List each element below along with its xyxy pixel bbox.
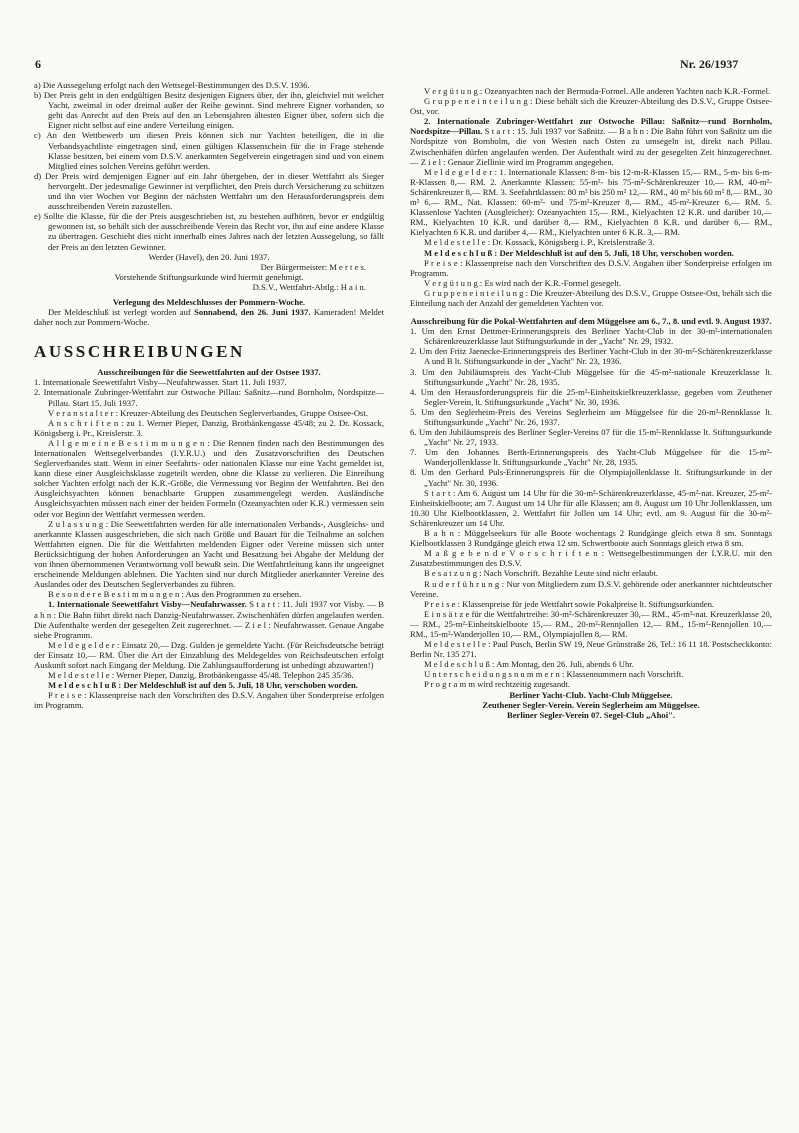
pokal-preise: P r e i s e : Klassenpreise für jede Wettfahrt sowie Pokalpreise lt. Stiftungsurkunden. — [424, 598, 715, 609]
visby-race: 1. Internationale Seewettfahrt Visby—Neufahrwasser. S t a r t : 11. Juli 1937 vor Visby. — B a h n : Die Bahn führt direkt nach Danzig-Neufahrwasser. Zwischenhäfen dürfen angelaufen werden. Die Aufenthalte werden der gesegelten Zeit zugerechnet. — Z i e l : Neufahrwasser. Genaue Angabe siehe Programm. — [34, 599, 384, 640]
issue-number: Nr. 26/1937 — [680, 57, 739, 71]
rule-b: b) Der Preis geht in den endgültigen Besitz desjenigen Eigners über, der ihn, gleichviel mit welcher Yacht, zweimal in oder dreimal außer der Reihe gewinnt. Sind mehrere Eigner vorhanden, so geht das Anrecht auf den Preis auf den an Lebensjahren ältesten Eigner über, sofern sich die Eigner nicht selbst auf eine andere Verteilung einigen. — [34, 90, 384, 131]
pillau-race: 2. Internationale Zubringer-Wettfahrt zur Ostwoche Pillau: Saßnitz—rund Bornholm, Nordspitze—Pillau. S t a r t : 15. Juli 1937 vor Saßnitz. — B a h n : Die Bahn führt von Saßnitz um die Nordspitze von Bornholm, die von Westen nach Osten zu umsegeln ist, direkt nach Pillau. Zwischenhäfen dürfen angelaufen werden. Der Aufenthalt wird zu der gesegelten Zeit hinzugerechnet. — Z i e l : Genaue Ziellinie wird im Programm angegeben. — [410, 116, 772, 167]
ostsee-title: Ausschreibungen für die Seewettfahrten auf der Ostsee 1937. — [97, 367, 321, 378]
pokal-item-2: 2. Um den Fritz Jaenecke-Erinnerungspreis des Berliner Yacht-Club in der 30-m²-Schärenkreuzerklasse A und B lt. Stiftungsurkunde in der „Yacht" Nr. 23, 1936. — [410, 346, 772, 367]
left-column — [34, 80, 384, 710]
verguetung-pillau: V e r g ü t u n g : Es wird nach der K.R.-Formel gesegelt. — [424, 277, 621, 288]
dsv-signature: D.S.V., Wettfahrt-Abtlg.: H a i n. — [252, 281, 366, 292]
ostsee-item-2: 2. Internationale Zubringer-Wettfahrt zur Ostwoche Pillau: Saßnitz—rund Bornholm, Nordspitze—Pillau. Start 15. Juli 1937. — [34, 387, 384, 408]
anschriften: A n s c h r i f t e n : zu 1. Werner Pieper, Danzig, Brotbänkengasse 45/48; zu 2. Dr. Kossack, Königsberg i. Pr., Kreislerstr. 3. — [34, 417, 384, 438]
signatory-line-2: Zeuthener Segler-Verein. Verein Seglerheim am Müggelsee. — [482, 699, 700, 710]
preise-visby: P r e i s e : Klassenpreise nach den Vorschriften des D.S.V. Angaben über Sonderpreise erfolgen im Programm. — [34, 690, 384, 711]
pokal-item-1: 1. Um den Ernst Dettmer-Erinnerungspreis des Berliner Yacht-Club in der 30-m²-internationalen Schärenkreuzerklasse laut Stiftungsurkunde in der „Yacht" Nr. 29, 1932. — [410, 326, 772, 347]
mayor-signature: Der Bürgermeister: M e r t e s. — [260, 261, 366, 272]
zulassung: Z u l a s s u n g : Die Seewettfahrten werden für alle internationalen Verbands-, Ausgleichs- und anerkannte Klassen ausgeschrieben, die sich nach Größe und Bauart für die Teilnahme an solchen Wettfahrten eignen. Die für die Wettfahrten meldenden Eigner oder Vereine müssen sich unter Berücksichtigung der hohen Anforderungen an Yacht und Besatzung bei Abgabe der Meldung der von ihnen übernommenen Verantwortung voll bewußt sein. Die Wettfahrtleitung kann ihr ungeeignet erscheinende Meldungen ablehnen. Die Yachten sind nur durch Mitglieder anerkannter Vereine des Auslandes oder des Deutschen Seglerverbandes zu führen. — [34, 518, 384, 590]
postpone-title: Verlegung des Meldeschlusses der Pommern-Woche. — [112, 296, 306, 307]
verguetung-visby: V e r g ü t u n g : Ozeanyachten nach der Bermuda-Formel. Alle anderen Yachten nach K.R.-Formel. — [424, 86, 771, 96]
rule-a: a) Die Aussegelung erfolgt nach den Wettsegel-Bestimmungen des D.S.V. 1936. — [34, 80, 310, 90]
approval-text: Vorstehende Stiftungsurkunde wird hiermit genehmigt. — [114, 271, 304, 282]
veranstalter: V e r a n s t a l t e r : Kreuzer-Abteilung des Deutschen Seglerverbandes, Gruppe Ostsee-Ost. — [48, 407, 368, 418]
pokal-unterscheidungsnummern: U n t e r s c h e i d u n g s n u m m e r n : Klassennummern nach Vorschrift. — [424, 669, 684, 680]
pokal-ruderfuehrung: R u d e r f ü h r u n g : Nur von Mitgliedern zum D.S.V. gehörende oder anerkannter nichtdeutscher Vereine. — [410, 578, 772, 599]
pokal-item-7: 7. Um den Johannes Berth-Erinnerungspreis des Yacht-Club Müggelsee für die 15-m²-Wanderjollenklasse lt. Stiftungsurkunde „Yacht" Nr. 28, 1935. — [410, 447, 772, 468]
pokal-item-5: 5. Um den Seglerheim-Preis des Vereins Seglerheim am Müggelsee für die 20-m²-Rennklasse lt. Stiftungsurkunde „Yacht" Nr. 26, 1937. — [410, 406, 772, 427]
pokal-bahn: B a h n : Müggelseekurs für alle Boote wochentags 2 Rundgänge gleich etwa 8 sm. Sonntags Kielbootklassen 3 Rundgänge gleich etwa 12 sm. Schwertboote auch Sonntags gleich etwa 8 sm. — [410, 528, 772, 549]
pokal-start: S t a r t : Am 6. August um 14 Uhr für die 30-m²-Schärenkreuzerklasse, 45-m²-nat. Kreuzer, 25-m²-Einheitskielboote; am 7. August um 14 Uhr für alle Klassen; am 8. August um 10 Uhr Jollenklassen, um 10.30 Uhr Kielbootklassen, 2. Wettfahrt für Jollen um 14 Uhr; evtl. am 9. August für die 30-m²-Schärenkreuzer um 14 Uhr. — [410, 487, 772, 528]
meldestelle-visby: M e l d e s t e l l e : Werner Pieper, Danzig, Brotbänkengasse 45/48. Telephon 245 35/36. — [48, 670, 354, 681]
pokal-title: Ausschreibung für die Pokal-Wettfahrten auf dem Müggelsee am 6., 7., 8. und evtl. 9. August 1937. — [410, 316, 772, 327]
ostsee-item-1: 1. Internationale Seewettfahrt Visby—Neufahrwasser. Start 11. Juli 1937. — [34, 377, 287, 388]
meldeschluss-pillau: M e l d e s c h l u ß : Der Meldeschluß ist auf den 5. Juli, 18 Uhr, verschoben worden. — [424, 247, 734, 258]
rule-d: d) Der Preis wird demjenigen Eigner auf ein Jahr übergeben, der in dieser Wettfahrt als Sieger hervorgeht. Der jedesmalige Gewinner ist verpflichtet, den Preis durch Versicherung zu schützen und ihn vier Wochen vor Beginn der nächsten Wettfahrt um den Herausforderungspreis dem ausschreibenden Verein zuzustellen. — [34, 170, 384, 212]
pokal-besatzung: B e s a t z u n g : Nach Vorschrift. Bezahlte Leute sind nicht erlaubt. — [424, 568, 659, 579]
right-column — [410, 86, 772, 720]
place-date: Werder (Havel), den 20. Juni 1937. — [148, 251, 270, 262]
postpone-text: Der Meldeschluß ist verlegt worden auf Sonnabend, den 26. Juni 1937. Kameraden! Meldet daher noch zur Pommern-Woche. — [34, 307, 384, 328]
meldeschluss-visby: M e l d e s c h l u ß : Der Meldeschluß ist auf den 5. Juli, 18 Uhr, verschoben worden. — [48, 680, 358, 691]
pokal-meldestelle: M e l d e s t e l l e : Paul Pusch, Berlin SW 19, Neue Grünstraße 26, Tel.: 16 11 18. Postscheckkonto: Berlin Nr. 135 271. — [410, 639, 772, 660]
pokal-einsaetze: E i n s ä t z e für die Wettfahrtreihe: 30-m²-Schärenkreuzer 30,— RM., 45-m²-nat. Kreuzerklasse 20,— RM., 25-m²-Einheitskielboote 15,— RM., 20-m²-Rennjollen 12,— RM., 15-m²-Rennjollen 10,— RM., 15-m²-Wanderjollen 10,— RM., Olympiajollen 8,— RM. — [410, 608, 772, 639]
meldegelder-pillau: M e l d e g e l d e r : 1. Internationale Klassen: 8-m- bis 12-m-R-Klassen 15,— RM., 5-m- bis 6-m-R-Klassen 8,— RM. 2. Anerkannte Klassen: 55-m²- bis 75-m²-Schärenkreuzer 10,— RM, 40-m²-Schärenkreuzer 8,— RM. 3. Seefahrtklassen: 80 m² bis 250 m² 12,— RM., 40 m² bis 60 m² 8,— RM., 30 m² 6,— RM., Nat. Klassen: 60-m²- und 75-m²-Kreuzer 8,— RM., 45-m²-Kreuzer 6,— RM. 5. Klassenlose Yachten (Ausgleicher): Ozeanyachten 15,— RM., Kielyachten 12 K.R. und darüber 10,— RM., Kielyachten 10 K.R. und darüber 8,— RM., Kielyachten 8 K.R. und darüber 6,— RM., Kielyachten 6 K.R. und darüber 4,— RM., Kielyachten unter 6 K.R. 3,— RM. — [410, 166, 773, 238]
gruppeneinteilung-visby: G r u p p e n e i n t e i l u n g : Diese behält sich die Kreuzer-Abteilung des D.S.V., Gruppe Ostsee-Ost, vor. — [410, 96, 772, 117]
meldegelder-visby: M e l d e g e l d e r : Einsatz 20,— Dzg. Gulden je gemeldete Yacht. (Für Reichsdeutsche beträgt der Einsatz 10,— RM. Über die Art der Einzahlung des Meldegeldes von Reichsdeutschen erfolgt Auskunft sofort nach Eingang der Meldung. Die Zahlungsaufforderung ist unbedingt abzuwarten!) — [34, 639, 384, 670]
signatory-line-3: Berliner Segler-Verein 07. Segel-Club „Ahoi". — [506, 709, 676, 720]
gruppeneinteilung-pillau: G r u p p e n e i n t e i l u n g : Die Kreuzer-Abteilung des D.S.V., Gruppe Ostsee-Ost, behält sich die Einteilung nach der Anzahl der gemeldeten Yachten vor. — [410, 287, 772, 308]
page-number: 6 — [35, 57, 41, 71]
signatory-line-1: Berliner Yacht-Club. Yacht-Club Müggelsee. — [509, 689, 673, 700]
preise-pillau: P r e i s e : Klassenpreise nach den Vorschriften des D.S.V. Angaben über Sonderpreise erfolgen im Programm. — [410, 257, 772, 278]
pokal-item-8: 8. Um den Gerhard Puls-Erinnerungspreis für die Olympiajollenklasse lt. Stiftungsurkunde in der „Yacht" Nr. 30, 1936. — [410, 467, 772, 488]
allgemeine-bestimmungen: A l l g e m e i n e B e s t i m m u n g e n : Die Rennen finden nach den Bestimmungen des Internationalen Wettsegelverbandes (I.Y.R.U.) und den Zusatzvorschriften des Deutschen Seglerverbandes statt. Wenn in einer Seefahrts- oder nationalen Klasse nur eine Yacht gemeldet ist, kann diese einer Ausgleichsklasse zugeteilt werden, ohne die Klasse zu verlieren. Die Einreihung solcher Yachten erfolgt nach der K.R.-Größe, die Vermessung vor Beginn der Wettfahrten. Bei den Ausgleichsyachten können benachbarte Gruppen zusammengelegt werden. Ausländische Ausgleichsyachten müssen nach einer der beiden Formeln (Ozeanyachten oder K.R.) vermessen sein oder vor Beginn der Wettfahrt vermessen werden. — [34, 437, 384, 519]
pokal-programm: P r o g r a m m wird rechtzeitig zugesandt. — [424, 679, 570, 690]
pokal-item-3: 3. Um den Jubiläumspreis des Yacht-Club Müggelsee für die 45-m²-nationale Kreuzerklasse lt. Stiftungsurkunde „Yacht" Nr. 28, 1935. — [410, 366, 772, 387]
pokal-item-6: 6. Um den Jubiläumspreis des Berliner Segler-Vereins 07 für die 15-m²-Rennklasse lt. Stiftungsurkunde „Yacht" Nr. 27, 1933. — [410, 427, 772, 448]
rule-e: e) Sollte die Klasse, für die der Preis ausgeschrieben ist, zu bestehen aufhören, bevor er endgültig gewonnen ist, so behält sich der ausschreibende Verein das Recht vor, ihn auf eine andere Klasse zu übertragen. Geschieht dies nicht innerhalb eines Jahres nach der letzten Aussegelung, so fällt der Preis an den letzten Gewinner. — [34, 211, 384, 252]
meldestelle-pillau: M e l d e s t e l l e : Dr. Kossack, Königsberg i. P., Kreislerstraße 3. — [424, 237, 655, 248]
pokal-vorschriften: M a ß g e b e n d e V o r s c h r i f t e n : Wettsegelbestimmungen der I.Y.R.U. mit den Zusatzbestimmungen des D.S.V. — [410, 548, 773, 569]
rule-c: c) An den Wettbewerb um diesen Preis können sich nur Yachten beteiligen, die in die Verbandsyachtliste eingetragen sind, einen gültigen Klassenschein für die in Frage stehende Klasse besitzen, bei einem vom D.S.V. anerkannten Segelverein eingetragen sind und von einem Mitglied eines solchen Vereins geführt werden. — [34, 130, 384, 171]
pokal-meldeschluss: M e l d e s c h l u ß : Am Montag, den 26. Juli, abends 6 Uhr. — [424, 659, 634, 670]
besondere-bestimmungen: B e s o n d e r e B e s t i m m u n g e n : Aus den Programmen zu ersehen. — [48, 589, 302, 600]
section-title: AUSSCHREIBUNGEN — [34, 342, 245, 362]
pokal-item-4: 4. Um den Herausforderungspreis für die 25-m²-Einheitskielkreuzerklasse, gegeben vom Zeuthener Segler-Verein, lt. Stiftungsurkunde „Yacht" Nr. 30, 1936. — [410, 386, 772, 407]
